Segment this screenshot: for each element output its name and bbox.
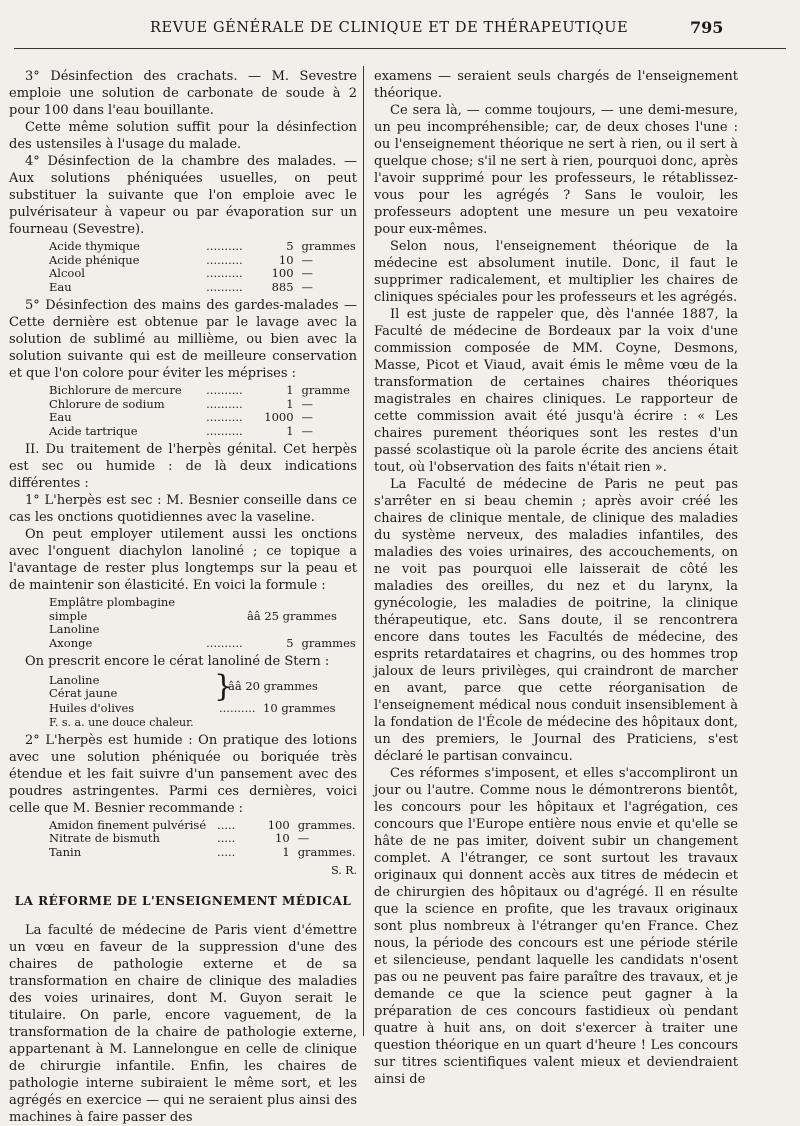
unit: grammes.: [297, 844, 356, 859]
formula-powder: [9, 819, 357, 860]
paragraph: Cette même solution suffit pour la désinfection des ustensiles à l'usage du malade.: [9, 120, 357, 152]
unit: —: [301, 266, 314, 280]
unit: gramme: [301, 383, 350, 397]
header-rule: [14, 48, 786, 49]
unit: —: [301, 423, 314, 438]
quantity: 100: [267, 817, 290, 832]
right-column: [374, 68, 738, 1088]
quantity: 1000: [264, 410, 294, 424]
unit: —: [297, 831, 310, 845]
quantity: 1: [286, 396, 294, 411]
formula-diachylon: [9, 596, 357, 650]
ingredient: Alcool: [49, 267, 85, 280]
quantity: 100: [271, 266, 294, 280]
formula-row: Nitrate de bismuth ..... 10 —: [9, 832, 357, 846]
formula-row: Axonge .......... 5 grammes: [9, 637, 357, 651]
formula-brace-group: [9, 669, 357, 704]
running-header: [0, 18, 800, 42]
quantity: 10: [278, 252, 294, 267]
quantity: 10 grammes: [263, 701, 336, 715]
unit: —: [301, 279, 314, 294]
unit: grammes: [301, 635, 356, 650]
quantity: 1: [286, 423, 294, 438]
column-divider: [363, 66, 364, 1036]
unit: —: [301, 252, 314, 267]
ingredient: Acide phénique: [49, 253, 140, 267]
formula-row: Alcool .......... 100 —: [9, 267, 357, 281]
formula-row: Eau .......... 885 —: [9, 281, 357, 295]
paragraph: examens — seraient seuls chargés de l'enseignement théorique.: [374, 69, 738, 101]
ingredient: Acide tartrique: [49, 424, 138, 438]
formula-sublime: [9, 384, 357, 438]
quantity: ââ 25 grammes: [247, 608, 337, 623]
paragraph: 3° Désinfection des crachats. — M. Sevestre emploie une solution de carbonate de soude à 2 pour 100 dans l'eau bouillante.: [9, 69, 357, 118]
paragraph: 4° Désinfection de la chambre des malades. — Aux solutions phéniquées usuelles, on peut substituer la suivante que l'on emploie avec le pulvérisateur à vapeur ou par évaporation sur un fourneau (Sevestre).: [9, 154, 357, 237]
page-number: 795: [690, 18, 724, 37]
paragraph: 2° L'herpès est humide : On pratique des lotions avec une solution phéniquée ou boriquée très étendue et les fait suivre d'un pansement avec des poudres astringentes. Parmi ces dernières, voici celle que M. Besnier recommande :: [9, 732, 357, 816]
section-heading: LA RÉFORME DE L'ENSEIGNEMENT MÉDICAL: [14, 894, 352, 908]
formula-row: Amidon finement pulvérisé ..... 100 grammes.: [9, 819, 357, 833]
paragraph: Selon nous, l'enseignement théorique de la médecine est absolument inutile. Donc, il faut le supprimer radicalement, et multiplier les chaires de cliniques spéciales pour les professeurs et les agrégés.: [374, 239, 738, 305]
unit: —: [301, 410, 314, 424]
formula-note: F. s. a. une douce chaleur.: [49, 715, 194, 729]
formula-row: Chlorure de sodium .......... 1 —: [9, 398, 357, 412]
quantity: 1: [286, 383, 294, 397]
formula-row: Huiles d'olives .......... 10 grammes: [9, 702, 357, 716]
paragraph: II. Du traitement de l'herpès génital. Cet herpès est sec ou humide : de là deux indications différentes :: [9, 442, 357, 491]
formula-row: Bichlorure de mercure .......... 1 gramme: [9, 384, 357, 398]
formula-thymol: [9, 240, 357, 294]
paragraph: La Faculté de médecine de Paris ne peut pas s'arrêter en si beau chemin ; après avoir créé les chaires de clinique mentale, de clinique des maladies du système nerveux, des maladies infantiles, des maladies des voies urinaires, des accouchements, on ne voit pas pourquoi elle laisserait de côté les maladies des oreilles, du nez et du larynx, la gynécologie, les maladies de poitrine, la clinique thérapeutique, etc. Sans doute, il se rencontrera encore dans toutes les Facultés de médecine, des esprits retardataires et chagrins, ou des hommes trop jaloux de leurs privilèges, qui craindront de marcher en avant, parce que cette réorganisation de l'enseignement médical nous conduit insensiblement à la fondation de l'École de médecine des hôpitaux dont, un des premiers, le Journal des Praticiens, s'est déclaré le partisan convaincu.: [374, 477, 738, 764]
ingredient: Lanoline: [49, 672, 100, 687]
formula-row: Tanin ..... 1 grammes.: [9, 846, 357, 860]
formula-row: Acide thymique .......... 5 grammes: [9, 240, 357, 254]
formula-row: Acide phénique .......... 10 —: [9, 254, 357, 268]
ingredient: Eau: [49, 280, 72, 294]
paragraph: 1° L'herpès est sec : M. Besnier conseille dans ce cas les onctions quotidiennes avec la vaseline.: [9, 493, 357, 525]
formula-row: Acide tartrique .......... 1 —: [9, 425, 357, 439]
ingredient: Emplâtre plombagine simple: [49, 595, 176, 623]
quantity: 885: [271, 279, 294, 294]
ingredient: Bichlorure de mercure: [49, 384, 182, 397]
paragraph: Il est juste de rappeler que, dès l'année 1887, la Faculté de médecine de Bordeaux par la voix d'une commission composée de MM. Coyne, Desmons, Masse, Picot et Viaud, avait émis le même vœu de la transformation de certaines chaires théoriques magistrales en chaires cliniques. Le rapporteur de cette commission avait été jusqu'à écrire : « Les chaires purement théoriques sont les restes d'un passé scolastique où la parole écrite des anciens était tout, où l'observation des faits n'était rien ».: [374, 307, 738, 475]
formula-brace-group: [9, 596, 357, 637]
formula-cerat: [9, 669, 357, 729]
paragraph: On peut employer utilement aussi les onctions avec l'onguent diachylon lanoliné ; ce topique a l'avantage de rester plus longtemps sur la peau et de maintenir son élasticité. En voici la formule :: [9, 527, 357, 593]
ingredient: Chlorure de sodium: [49, 397, 165, 411]
paragraph: La faculté de médecine de Paris vient d'émettre un vœu en faveur de la suppression d'une des chaires de pathologie externe et de sa transformation en chaire de clinique des maladies des voies urinaires, dont M. Guyon serait le titulaire. On parle, encore vaguement, de la transformation de la chaire de pathologie externe, appartenant à M. Lannelongue en celle de clinique de chirurgie infantile. Enfin, les chaires de pathologie interne subiraient le même sort, et les agrégés en exercice — qui ne seraient plus ainsi des machines à faire passer des: [9, 923, 357, 1125]
header-title: REVUE GÉNÉRALE DE CLINIQUE ET DE THÉRAPEUTIQUE: [150, 20, 629, 36]
formula-row: Eau .......... 1000 —: [9, 411, 357, 425]
ingredient: Lanoline: [49, 622, 100, 636]
ingredient: Acide thymique: [49, 240, 140, 253]
quantity: 10: [275, 831, 290, 845]
paragraph: Ces réformes s'imposent, et elles s'accompliront un jour ou l'autre. Comme nous le démontrerons bientôt, les concours pour les hôpitaux et l'agrégation, ces concours que l'Europe entière nous envie et qu'elle se hâte de ne pas imiter, doivent subir un changement complet. A l'étranger, ce sont surtout les travaux originaux qui donnent accès aux titres de médecin et de chirurgien des hôpitaux ou d'agrégé. Il en résulte que la science en profite, que les travaux originaux sont plus nombreux à l'étranger qu'en France. Chez nous, la période des concours est une période stérile et silencieuse, pendant laquelle les candidats n'osent pas ou ne peuvent pas faire paraître des travaux, et je demande ce que la science peut gagner à la préparation de ces concours fastidieux où pendant quatre à huit ans, on doit s'exercer à traiter une question théorique en un quart d'heure ! Les concours sur titres scientifiques valent mieux et deviendraient ainsi de: [374, 766, 738, 1087]
quantity: 1: [282, 844, 290, 859]
ingredient: Cérat jaune: [49, 686, 118, 700]
paragraph: On prescrit encore le cérat lanoliné de Stern :: [25, 654, 330, 669]
ingredient: Huiles d'olives: [49, 702, 135, 715]
unit: grammes: [301, 239, 356, 253]
unit: —: [301, 396, 314, 411]
ingredient: Eau: [49, 411, 72, 424]
quantity: 5: [286, 635, 294, 650]
ingredient: Axonge: [49, 636, 93, 650]
paragraph: 5° Désinfection des mains des gardes-malades — Cette dernière est obtenue par le lavage avec la solution de sublimé au millième, ou bien avec la solution suivante qui est de meilleure conservation et que l'on colore pour éviter les méprises :: [9, 298, 357, 381]
left-column: [9, 68, 357, 1126]
ingredient: Nitrate de bismuth: [49, 832, 160, 845]
quantity: 5: [286, 239, 294, 253]
brace-glyph: }: [214, 669, 234, 704]
quantity: ââ 20 grammes: [228, 679, 318, 694]
ingredient: Amidon finement pulvérisé: [49, 818, 207, 832]
unit: grammes.: [297, 817, 356, 832]
author-signature: S. R.: [331, 864, 357, 877]
paragraph: Ce sera là, — comme toujours, — une demi-mesure, un peu incompréhensible; car, de deux choses l'une : ou l'enseignement théorique ne sert à rien, ou il sert à quelque chose; s'il ne sert à rien, pourquoi donc, après l'avoir supprimé pour les professeurs, le rétablissez-vous pour les agrégés ? Sans le vouloir, les professeurs adoptent une mesure un peu vexatoire pour eux-mêmes.: [374, 103, 738, 237]
ingredient: Tanin: [49, 845, 82, 859]
